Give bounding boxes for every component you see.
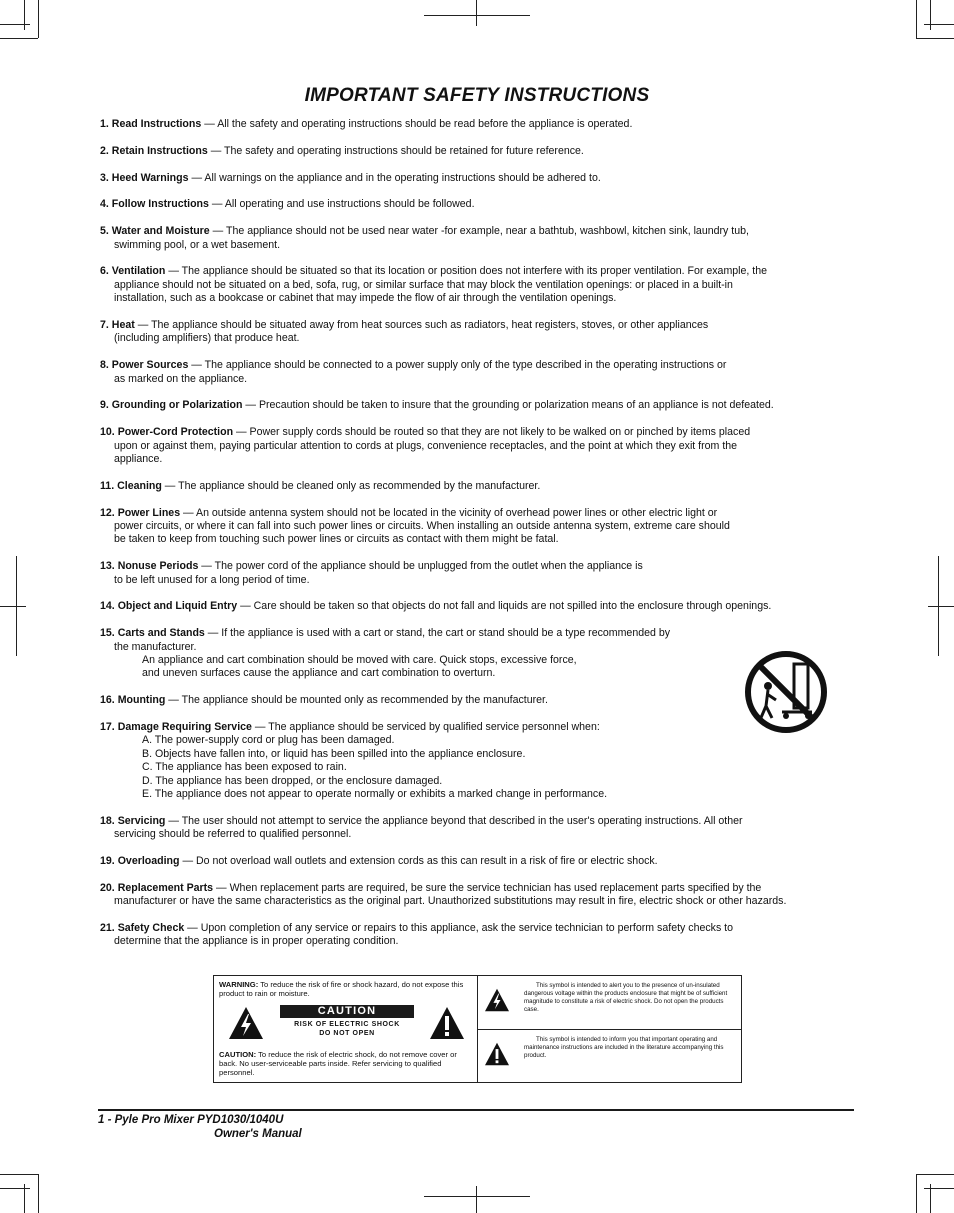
instruction-heading: Safety Check <box>117 922 185 935</box>
instruction-number: 13. <box>100 560 115 573</box>
instruction-line: be taken to keep from touching such power lines or circuits as contact with them might be fatal. <box>114 533 559 546</box>
symbol-2-text: This symbol is intended to inform you that important operating and maintenance instructions are included in the literature accompanying this product. <box>524 1035 724 1059</box>
instruction-number: 21. <box>100 922 115 935</box>
instruction-number: 4. <box>100 198 109 211</box>
instruction-heading: Water and Moisture <box>111 225 210 238</box>
instruction-heading: Power-Cord Protection <box>117 426 234 439</box>
symbol-1-text: This symbol is intended to alert you to the presence of un-insulated dangerous voltage within the products enclosure that might be of sufficient magnitude to constitute a risk of electric shock. Do not open the products case. <box>524 982 728 1013</box>
instruction-item <box>100 922 862 949</box>
instruction-heading: Damage Requiring Service <box>117 721 252 734</box>
instruction-subline: A. The power-supply cord or plug has been damaged. <box>142 734 395 747</box>
instruction-number: 1. <box>100 118 109 130</box>
instruction-line: 18. Servicing — The user should not attempt to service the appliance beyond that described in the user's operating instructions. All other <box>100 814 743 827</box>
instruction-item <box>100 882 862 909</box>
instruction-number: 12. <box>100 506 115 519</box>
instructions-list <box>100 118 862 962</box>
instruction-text: The appliance should be connected to a power supply only of the type described in the operating instructions or <box>204 359 727 372</box>
instruction-number: 20. <box>100 881 115 894</box>
instruction-line: manufacturer or have the same characteristics as the original part. Unauthorized substitutions may result in fire, electric shock or other hazards. <box>114 895 787 908</box>
instruction-line: 17. Damage Requiring Service — The appliance should be serviced by qualified service personnel when: <box>100 721 600 734</box>
instruction-text: When replacement parts are required, be sure the service technician has used replacement parts specified by the <box>229 881 762 894</box>
risk-line-2: DO NOT OPEN <box>319 1030 375 1037</box>
caution-label: CAUTION: <box>219 1050 257 1059</box>
instruction-text: The user should not attempt to service the appliance beyond that described in the user's operating instructions. All other <box>181 814 743 827</box>
instruction-heading: Heed Warnings <box>111 171 189 184</box>
lightning-triangle-icon <box>484 988 510 1012</box>
instruction-text: Power supply cords should be routed so that they are not likely to be walked on or pinched by items placed <box>249 426 751 439</box>
instruction-item <box>100 507 862 547</box>
instruction-subline: B. Objects have fallen into, or liquid has been spilled into the appliance enclosure. <box>142 747 526 760</box>
instruction-text: Upon completion of any service or repairs to this appliance, ask the service technician to perform safety checks to <box>200 922 734 935</box>
instruction-item <box>100 426 862 466</box>
instruction-number: 16. <box>100 694 115 707</box>
instruction-heading: Grounding or Polarization <box>111 399 243 412</box>
instruction-number: 19. <box>100 855 115 868</box>
instruction-text: The appliance should be situated so that its location or position does not interfere with its proper ventilation. For example, the <box>181 265 768 278</box>
instruction-line: determine that the appliance is in proper operating condition. <box>114 935 399 948</box>
warning-caution-box <box>213 975 742 1083</box>
instruction-line: 9. Grounding or Polarization — Precaution should be taken to insure that the grounding or polarization means of an appliance is not defeated. <box>100 399 774 412</box>
instruction-heading: Power Lines <box>117 506 181 519</box>
instruction-line: 12. Power Lines — An outside antenna system should not be located in the vicinity of overhead power lines or other electric light or <box>100 506 718 519</box>
instruction-item <box>100 480 862 493</box>
instruction-item <box>100 399 862 412</box>
instruction-number: 9. <box>100 399 109 412</box>
instruction-number: 8. <box>100 359 109 372</box>
instruction-heading: Follow Instructions <box>111 198 209 211</box>
instruction-text: The appliance should be serviced by qualified service personnel when: <box>268 721 600 734</box>
instruction-line: servicing should be referred to qualified personnel. <box>114 828 352 841</box>
instruction-line: 4. Follow Instructions — All operating and use instructions should be followed. <box>100 198 475 211</box>
instruction-line: 14. Object and Liquid Entry — Care should be taken so that objects do not fall and liquids are not spilled into the enclosure through openings. <box>100 600 772 613</box>
instruction-text: All operating and use instructions should be followed. <box>224 198 475 211</box>
instruction-line: power circuits, or where it can fall into such power lines or circuits. When installing an outside antenna system, extreme care should <box>114 520 730 533</box>
instruction-line: swimming pool, or a wet basement. <box>114 238 281 251</box>
instruction-heading: Heat <box>111 319 135 331</box>
symbol-row-instructions <box>478 1029 741 1083</box>
instruction-item <box>100 319 862 346</box>
instruction-number: 7. <box>100 319 109 331</box>
instruction-item <box>100 265 862 305</box>
instruction-line: upon or against them, paying particular attention to cords at plugs, convenience receptacles, and the point at which they exit from the <box>114 439 738 452</box>
instruction-item <box>100 172 862 185</box>
warning-label: WARNING: <box>219 980 259 989</box>
instruction-text: Care should be taken so that objects do not fall and liquids are not spilled into the enclosure through openings. <box>253 600 772 613</box>
instruction-item <box>100 145 862 158</box>
instruction-text: Do not overload wall outlets and extension cords as this can result in a risk of fire or electric shock. <box>195 855 658 868</box>
instruction-line: 13. Nonuse Periods — The power cord of the appliance should be unplugged from the outlet when the appliance is <box>100 560 643 573</box>
instruction-line: to be left unused for a long period of time. <box>114 573 310 586</box>
instruction-number: 5. <box>100 225 109 238</box>
instruction-item <box>100 560 862 587</box>
instruction-line: 19. Overloading — Do not overload wall outlets and extension cords as this can result in a risk of fire or electric shock. <box>100 855 658 868</box>
instruction-item <box>100 198 862 211</box>
instruction-number: 10. <box>100 426 115 439</box>
caution-badge: CAUTION <box>280 1005 414 1018</box>
instruction-line: as marked on the appliance. <box>114 372 248 385</box>
instruction-line: appliance should not be situated on a bed, sofa, rug, or similar surface that may block the ventilation openings: or placed in a built-in <box>114 278 733 291</box>
footer-rule <box>98 1109 854 1111</box>
instruction-heading: Carts and Stands <box>117 627 205 640</box>
instruction-number: 11. <box>100 479 115 492</box>
instruction-number: 2. <box>100 144 109 157</box>
footer-manual-label: Owner's Manual <box>214 1128 302 1140</box>
symbol-explanations <box>478 976 741 1082</box>
instruction-heading: Servicing <box>117 814 166 827</box>
instruction-item <box>100 855 862 868</box>
instruction-number: 15. <box>100 627 115 640</box>
instruction-text: The appliance should be situated away from heat sources such as radiators, heat registers, stoves, or other appliances <box>151 319 709 331</box>
exclamation-triangle-icon <box>429 1006 465 1040</box>
instruction-line: 5. Water and Moisture — The appliance should not be used near water -for example, near a bathtub, washbowl, kitchen sink, laundry tub, <box>100 225 749 238</box>
instruction-item <box>100 118 862 131</box>
instruction-heading: Power Sources <box>111 359 189 372</box>
instruction-item <box>100 815 862 842</box>
caution-row <box>214 1002 477 1044</box>
instruction-line: (including amplifiers) that produce heat. <box>114 332 300 345</box>
instruction-number: 17. <box>100 721 115 734</box>
instruction-heading: Overloading <box>117 855 180 868</box>
instruction-line: 7. Heat — The appliance should be situated away from heat sources such as radiators, heat registers, stoves, or other appliances <box>100 319 709 331</box>
instruction-subline: D. The appliance has been dropped, or the enclosure damaged. <box>142 774 443 787</box>
instruction-number: 6. <box>100 265 109 278</box>
instruction-number: 18. <box>100 814 115 827</box>
instruction-line: 6. Ventilation — The appliance should be situated so that its location or position does not interfere with its proper ventilation. For example, the <box>100 265 768 278</box>
instruction-line: 20. Replacement Parts — When replacement parts are required, be sure the service technician has used replacement parts specified by the <box>100 881 762 894</box>
instruction-line: 8. Power Sources — The appliance should be connected to a power supply only of the type described in the operating instructions or <box>100 359 727 372</box>
instruction-text: The power cord of the appliance should be unplugged from the outlet when the appliance is <box>214 560 643 573</box>
instruction-item <box>100 359 862 386</box>
instruction-line: installation, such as a bookcase or cabinet that may impede the flow of air through the ventilation openings. <box>114 292 617 305</box>
instruction-text: All the safety and operating instructions should be read before the appliance is operated. <box>217 118 633 130</box>
lightning-triangle-icon <box>228 1006 264 1040</box>
instruction-item <box>100 225 862 252</box>
instruction-subline: C. The appliance has been exposed to rain. <box>142 761 347 774</box>
instruction-heading: Cleaning <box>117 479 162 492</box>
instruction-line: 1. Read Instructions — All the safety and operating instructions should be read before the appliance is operated. <box>100 118 633 130</box>
instruction-line: 21. Safety Check — Upon completion of any service or repairs to this appliance, ask the service technician to perform safety checks to <box>100 922 734 935</box>
instruction-line: the manufacturer. <box>114 640 197 653</box>
instruction-heading: Ventilation <box>111 265 166 278</box>
instruction-subline: An appliance and cart combination should be moved with care. Quick stops, excessive force, <box>142 654 577 667</box>
instruction-text: An outside antenna system should not be located in the vicinity of overhead power lines or other electric light or <box>196 506 718 519</box>
instruction-heading: Read Instructions <box>111 118 202 130</box>
instruction-heading: Nonuse Periods <box>117 560 199 573</box>
caution-text: To reduce the risk of electric shock, do not remove cover or back. No user-serviceable parts inside. Refer servicing to qualified personnel. <box>219 1050 457 1077</box>
warning-panel <box>214 976 478 1082</box>
instruction-number: 14. <box>100 600 115 613</box>
footer-page-label: 1 - Pyle Pro Mixer PYD1030/1040U <box>98 1114 284 1126</box>
instruction-subline: E. The appliance does not appear to operate normally or exhibits a marked change in performance. <box>142 788 608 801</box>
instruction-text: The appliance should be mounted only as recommended by the manufacturer. <box>181 694 548 707</box>
instruction-item <box>100 600 862 613</box>
instruction-line: 16. Mounting — The appliance should be mounted only as recommended by the manufacturer. <box>100 694 548 707</box>
instruction-line: 3. Heed Warnings — All warnings on the appliance and in the operating instructions should be adhered to. <box>100 171 601 184</box>
exclamation-triangle-icon <box>484 1042 510 1066</box>
instruction-line: 10. Power-Cord Protection — Power supply cords should be routed so that they are not likely to be walked on or pinched by items placed <box>100 426 751 439</box>
page-title: IMPORTANT SAFETY INSTRUCTIONS <box>304 85 650 106</box>
instruction-heading: Retain Instructions <box>111 144 208 157</box>
instruction-text: Precaution should be taken to insure that the grounding or polarization means of an appliance is not defeated. <box>258 399 774 412</box>
instruction-text: The safety and operating instructions should be retained for future reference. <box>224 144 584 157</box>
instruction-line: 11. Cleaning — The appliance should be cleaned only as recommended by the manufacturer. <box>100 479 541 492</box>
instruction-heading: Mounting <box>117 694 166 707</box>
warning-text: To reduce the risk of fire or shock hazard, do not expose this product to rain or moisture. <box>219 980 464 998</box>
symbol-row-voltage <box>478 976 741 1029</box>
instruction-heading: Replacement Parts <box>117 881 214 894</box>
instruction-text: If the appliance is used with a cart or stand, the cart or stand should be a type recommended by <box>221 627 671 640</box>
instruction-subline: and uneven surfaces cause the appliance and cart combination to overturn. <box>142 667 496 680</box>
instruction-text: All warnings on the appliance and in the operating instructions should be adhered to. <box>204 171 601 184</box>
instruction-number: 3. <box>100 171 109 184</box>
cart-warning-icon <box>742 650 830 734</box>
instruction-text: The appliance should be cleaned only as recommended by the manufacturer. <box>178 479 541 492</box>
instruction-line: appliance. <box>114 453 163 466</box>
instruction-line: 15. Carts and Stands — If the appliance is used with a cart or stand, the cart or stand should be a type recommended by <box>100 627 671 640</box>
instruction-text: The appliance should not be used near water -for example, near a bathtub, washbowl, kitchen sink, laundry tub, <box>226 225 749 238</box>
instruction-heading: Object and Liquid Entry <box>117 600 238 613</box>
instruction-line: 2. Retain Instructions — The safety and operating instructions should be retained for future reference. <box>100 144 584 157</box>
risk-line-1: RISK OF ELECTRIC SHOCK <box>294 1021 400 1028</box>
